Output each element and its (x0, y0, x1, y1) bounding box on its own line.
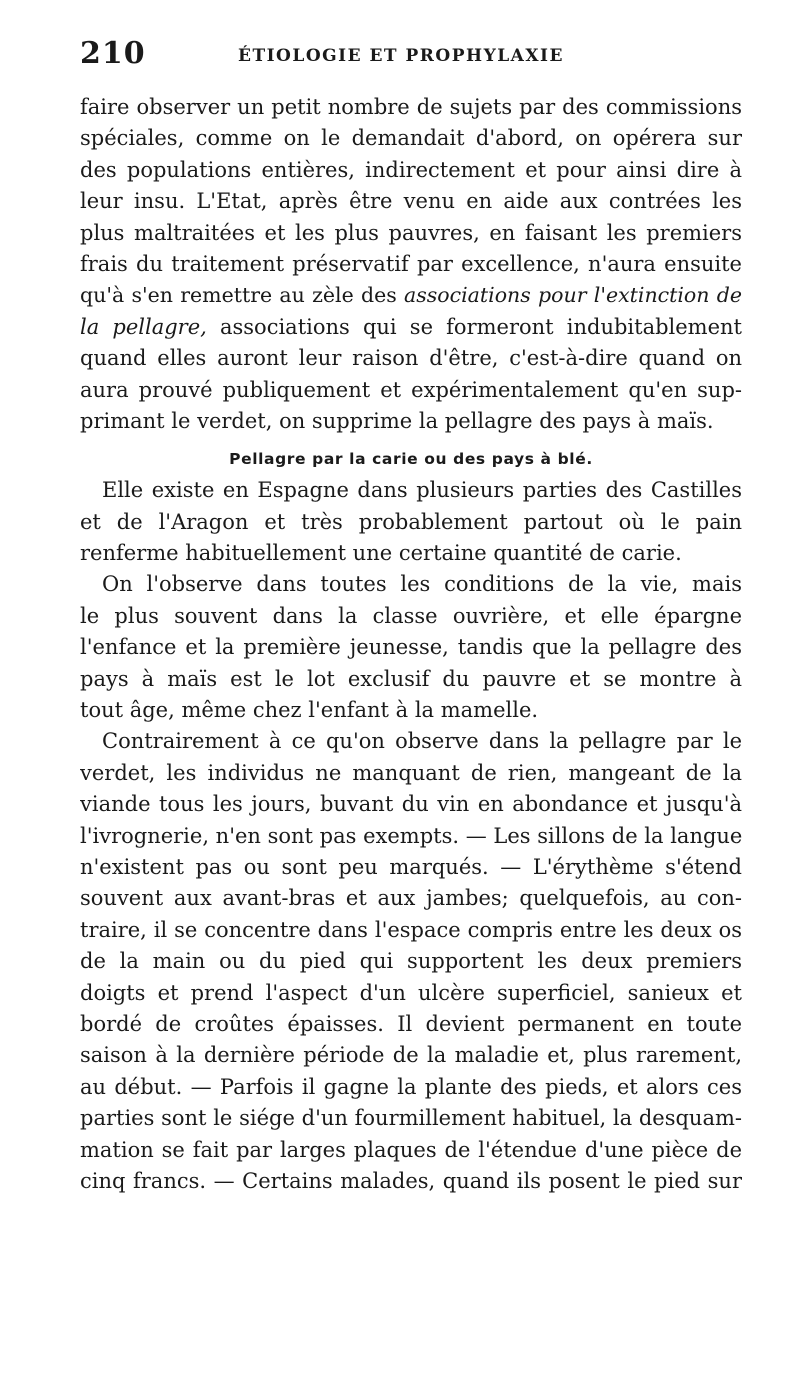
text-line: au début. — Parfois il gagne la plante des pieds, et alors ces (80, 1074, 742, 1099)
text-line: viande tous les jours, buvant du vin en abondance et jusqu'à (80, 792, 742, 817)
text-line: quand elles auront leur raison d'être, c'est-à-dire quand on (80, 346, 742, 371)
text-line: verdet, les individus ne manquant de rien, mangeant de la (80, 760, 742, 785)
text-line: bordé de croûtes épaisses. Il devient permanent en toute (80, 1011, 742, 1036)
text-line: pays à maïs est le lot exclusif du pauvre et se montre à (80, 666, 742, 691)
text-line: et de l'Aragon et très probablement partout où le pain (80, 509, 742, 534)
text-line: des populations entières, indirectement et pour ainsi dire à (80, 157, 742, 182)
text-line: le plus souvent dans la classe ouvrière, et elle épargne (80, 603, 742, 628)
text-line: doigts et prend l'aspect d'un ulcère superficiel, sanieux et (80, 980, 742, 1005)
section-heading: Pellagre par la carie ou des pays à blé. (229, 450, 593, 469)
text-line: souvent aux avant-bras et aux jambes; quelquefois, au con- (80, 886, 742, 911)
text-line: frais du traitement préservatif par excellence, n'aura ensuite (80, 251, 742, 276)
text-line (80, 280, 742, 311)
text-line: mation se fait par larges plaques de l'étendue d'une pièce de (80, 1137, 742, 1162)
text-line: plus maltraitées et les plus pauvres, en faisant les premiers (80, 220, 742, 245)
text-line: traire, il se concentre dans l'espace compris entre les deux os (80, 917, 742, 942)
italic-phrase: associations pour l'extinction de (404, 283, 742, 308)
text-line: renferme habituellement une certaine quantité de carie. (80, 541, 682, 566)
text-fragment: qu'à s'en remettre au zèle des (80, 283, 405, 308)
text-line: faire observer un petit nombre de sujets par des commissions (80, 95, 742, 119)
text-line: saison à la dernière période de la maladie et, plus rarement, (80, 1043, 742, 1068)
text-line: de la main ou du pied qui supportent les deux premiers (80, 949, 742, 974)
text-line: l'ivrognerie, n'en sont pas exempts. — Les sillons de la langue (80, 823, 742, 848)
text-line: l'enfance et la première jeunesse, tandis que la pellagre des (80, 635, 742, 660)
text-line (80, 312, 742, 343)
body-text (80, 92, 742, 1197)
text-line: Elle existe en Espagne dans plusieurs parties des Castilles (102, 478, 742, 503)
italic-phrase: la pellagre, (80, 314, 207, 339)
text-line: n'existent pas ou sont peu marqués. — L'érythème s'étend (80, 854, 742, 879)
text-line: cinq francs. — Certains malades, quand ils posent le pied sur (80, 1168, 742, 1193)
text-line: Contrairement à ce qu'on observe dans la pellagre par le (102, 729, 742, 754)
running-head (80, 36, 740, 76)
text-line: On l'observe dans toutes les conditions de la vie, mais (102, 572, 742, 597)
text-fragment: associations qui se formeront indubitablement (206, 314, 742, 339)
text-line: leur insu. L'Etat, après être venu en aide aux contrées les (80, 189, 742, 214)
page-number: 210 (80, 36, 146, 71)
text-line: tout âge, même chez l'enfant à la mamelle. (80, 698, 539, 723)
running-title: ÉTIOLOGIE ET PROPHYLAXIE (238, 46, 564, 66)
text-line: primant le verdet, on supprime la pellagre des pays à maïs. (80, 408, 714, 433)
text-line: aura prouvé publiquement et expérimentalement qu'en sup- (80, 377, 742, 402)
text-line: spéciales, comme on le demandait d'abord, on opérera sur (80, 126, 742, 151)
text-line: parties sont le siége d'un fourmillement habituel, la desquam- (80, 1106, 742, 1131)
